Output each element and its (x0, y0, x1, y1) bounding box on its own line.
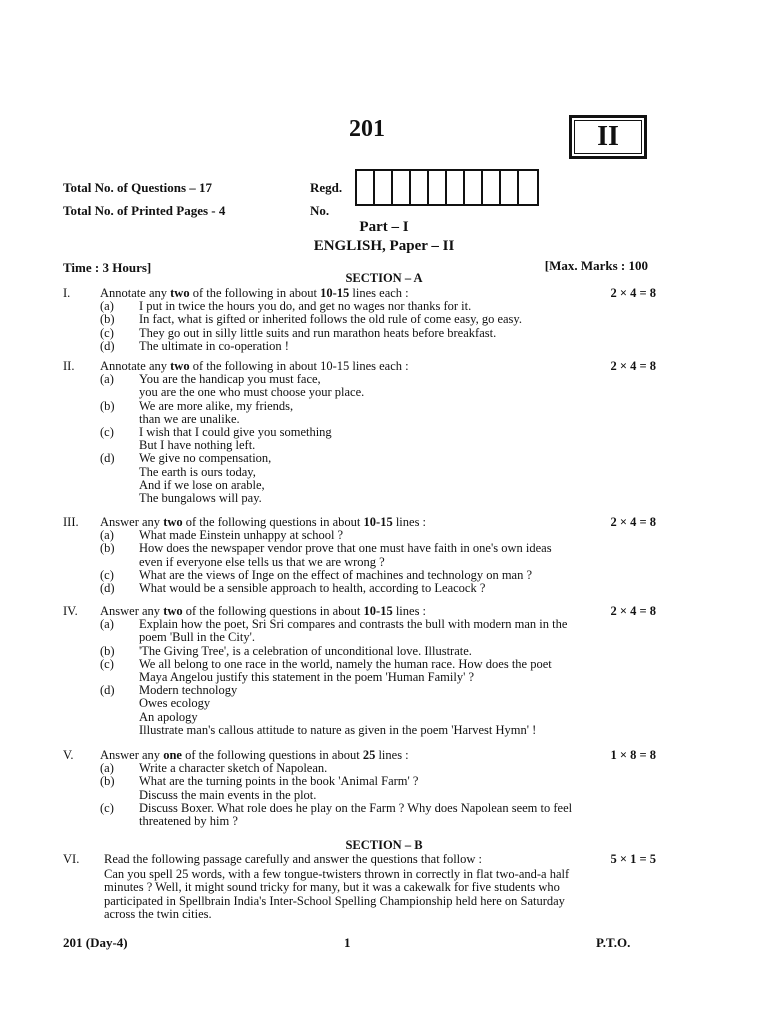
sub-question-text: But I have nothing left. (139, 438, 256, 453)
paper-number-box: II (569, 115, 647, 159)
sub-question-text: I put in twice the hours you do, and get no wages nor thanks for it. (139, 299, 472, 314)
sub-question-text: The earth is ours today, (139, 464, 256, 479)
sub-question-label: (c) (100, 325, 114, 340)
sub-question-text: The ultimate in co-operation ! (139, 338, 289, 353)
sub-question-label: (d) (100, 683, 115, 698)
question-number: VI. (63, 852, 80, 866)
regd-digit-box (501, 171, 519, 204)
sub-question-text: I wish that I could give you something (139, 425, 332, 439)
regd-digit-box (357, 171, 375, 204)
question-text-part: of the following questions in about (182, 604, 364, 618)
no-label: No. (310, 203, 330, 218)
question-text-part: Answer any (100, 748, 164, 762)
sub-question-label: (d) (100, 581, 115, 595)
question-text-part: Answer any (100, 604, 164, 618)
passage-line: Can you spell 25 words, with a few tongue-twisters thrown in correctly in flat two-and-a half (104, 867, 570, 881)
sub-question-text: you are the one who must choose your place. (139, 385, 365, 400)
sub-question-text: Discuss the main events in the plot. (139, 787, 317, 802)
passage-line: participated in Spellbrain India's Inter-School Spelling Championship held here on Saturday (104, 893, 565, 908)
emphasis-text: 10-15 (363, 515, 393, 529)
sub-question-label: (b) (100, 312, 115, 327)
sub-question-label: (b) (100, 398, 115, 413)
passage-line: across the twin cities. (104, 907, 212, 922)
section-a-heading: SECTION – A (345, 271, 423, 285)
part-label: Part – I (359, 219, 409, 235)
question-text-part: of the following in about (189, 286, 321, 300)
sub-question-label: (a) (100, 372, 114, 387)
regd-label: Regd. (310, 180, 343, 195)
question-marks: 2 × 4 = 8 (610, 604, 656, 618)
question-text-part: of the following questions in about (181, 748, 363, 762)
question-text-part: lines each : (349, 286, 409, 300)
sub-question-text: Owes ecology (139, 696, 211, 711)
question-text-part: lines : (392, 604, 427, 618)
question-marks: 2 × 4 = 8 (610, 359, 656, 373)
sub-question-text: Maya Angelou justify this statement in the poem 'Human Family' ? (139, 670, 475, 684)
sub-question-label: (c) (100, 656, 114, 671)
sub-question-label: (a) (100, 617, 114, 632)
emphasis-text: two (163, 604, 183, 618)
sub-question-label: (d) (100, 451, 115, 466)
regd-digit-box (447, 171, 465, 204)
regd-digit-box (465, 171, 483, 204)
paper-title: ENGLISH, Paper – II (313, 238, 455, 254)
sub-question-text: How does the newspaper vendor prove that one must have faith in one's own ideas (139, 541, 552, 556)
question-marks: 5 × 1 = 5 (610, 852, 656, 866)
question-text: Read the following passage carefully and answer the questions that follow : (104, 852, 483, 866)
sub-question-text: They go out in silly little suits and run marathon heats before breakfast. (139, 325, 497, 340)
registration-number-boxes (355, 169, 539, 206)
page-number: 1 (344, 935, 351, 950)
emphasis-text: 10-15 (363, 604, 393, 618)
section-b-heading: SECTION – B (345, 838, 423, 852)
total-pages: Total No. of Printed Pages - 4 (63, 203, 226, 218)
sub-question-text: 'The Giving Tree', is a celebration of unconditional love. Illustrate. (139, 643, 472, 658)
sub-question-text: The bungalows will pay. (139, 491, 262, 505)
sub-question-label: (d) (100, 338, 115, 353)
question-text-part: of the following questions in about (182, 515, 364, 529)
sub-question-text: In fact, what is gifted or inherited follows the old rule of come easy, go easy. (139, 312, 522, 327)
emphasis-text: two (163, 515, 183, 529)
sub-question-text: What are the turning points in the book 'Animal Farm' ? (139, 774, 419, 789)
question-number: III. (63, 515, 79, 529)
sub-question-label: (c) (100, 800, 114, 815)
passage (104, 868, 569, 922)
sub-question-text: threatened by him ? (139, 814, 238, 828)
max-marks-label: [Max. Marks : 100 (544, 258, 648, 273)
sub-question-text: Discuss Boxer. What role does he play on the Farm ? Why does Napolean seem to feel (139, 800, 573, 815)
passage-line: minutes ? Well, it might sound tricky for many, but it was a cakewalk for five students who (104, 880, 560, 895)
sub-question-text: poem 'Bull in the City'. (139, 630, 255, 645)
emphasis-text: two (170, 359, 190, 373)
time-label: Time : 3 Hours] (63, 260, 152, 275)
total-questions: Total No. of Questions – 17 (63, 180, 213, 195)
regd-digit-box (483, 171, 501, 204)
sub-question-label: (b) (100, 774, 115, 789)
question-text-part: lines : (392, 515, 427, 529)
sub-question-text: We give no compensation, (139, 451, 272, 466)
sub-question-text: Explain how the poet, Sri Sri compares and contrasts the bull with modern man in the (139, 617, 568, 632)
question-text-part: Annotate any (100, 359, 171, 373)
sub-question-text: We are more alike, my friends, (139, 398, 294, 413)
question-marks: 2 × 4 = 8 (610, 515, 656, 529)
footer-code: 201 (Day-4) (63, 935, 128, 950)
question-text-part: lines : (375, 748, 409, 762)
question-marks: 1 × 8 = 8 (610, 748, 656, 762)
sub-question-text: What would be a sensible approach to health, according to Leacock ? (139, 581, 486, 595)
sub-question-text: Illustrate man's callous attitude to nature as given in the poem 'Harvest Hymn' ! (139, 722, 537, 737)
emphasis-text: 25 (362, 748, 376, 762)
regd-digit-box (411, 171, 429, 204)
question-marks: 2 × 4 = 8 (610, 286, 656, 300)
sub-question-text: An apology (139, 709, 198, 724)
sub-question-label: (a) (100, 299, 114, 314)
sub-question-text: than we are unalike. (139, 411, 240, 426)
paper-code: 201 (349, 116, 385, 142)
sub-question-text: And if we lose on arable, (139, 477, 265, 492)
regd-digit-box (429, 171, 447, 204)
regd-digit-box (393, 171, 411, 204)
sub-question-label: (c) (100, 425, 114, 439)
regd-digit-box (519, 171, 537, 204)
question-number: II. (63, 359, 75, 373)
emphasis-text: 10-15 (320, 286, 350, 300)
sub-question-label: (a) (100, 761, 114, 776)
sub-question-text: What are the views of Inge on the effect of machines and technology on man ? (139, 567, 533, 582)
regd-digit-box (375, 171, 393, 204)
question-text-part: Answer any (100, 515, 164, 529)
question-text-part: of the following in about 10-15 lines each : (189, 359, 409, 373)
sub-question-text: You are the handicap you must face, (139, 372, 321, 387)
sub-question-text: Write a character sketch of Napolean. (139, 761, 328, 776)
sub-question-text: Modern technology (139, 683, 238, 698)
sub-question-text: What made Einstein unhappy at school ? (139, 528, 344, 543)
emphasis-text: one (163, 748, 182, 762)
sub-question-label: (b) (100, 541, 115, 556)
question-number: V. (63, 748, 74, 762)
sub-question-text: We all belong to one race in the world, namely the human race. How does the poet (139, 656, 552, 671)
question-text-part: Annotate any (100, 286, 171, 300)
emphasis-text: two (170, 286, 190, 300)
pto-label: P.T.O. (596, 935, 631, 950)
sub-question-label: (a) (100, 528, 114, 543)
sub-question-label: (c) (100, 567, 114, 582)
sub-question-text: even if everyone else tells us that we are wrong ? (139, 554, 385, 569)
question-number: IV. (63, 604, 78, 618)
question-number: I. (63, 286, 71, 300)
sub-question-label: (b) (100, 643, 115, 658)
